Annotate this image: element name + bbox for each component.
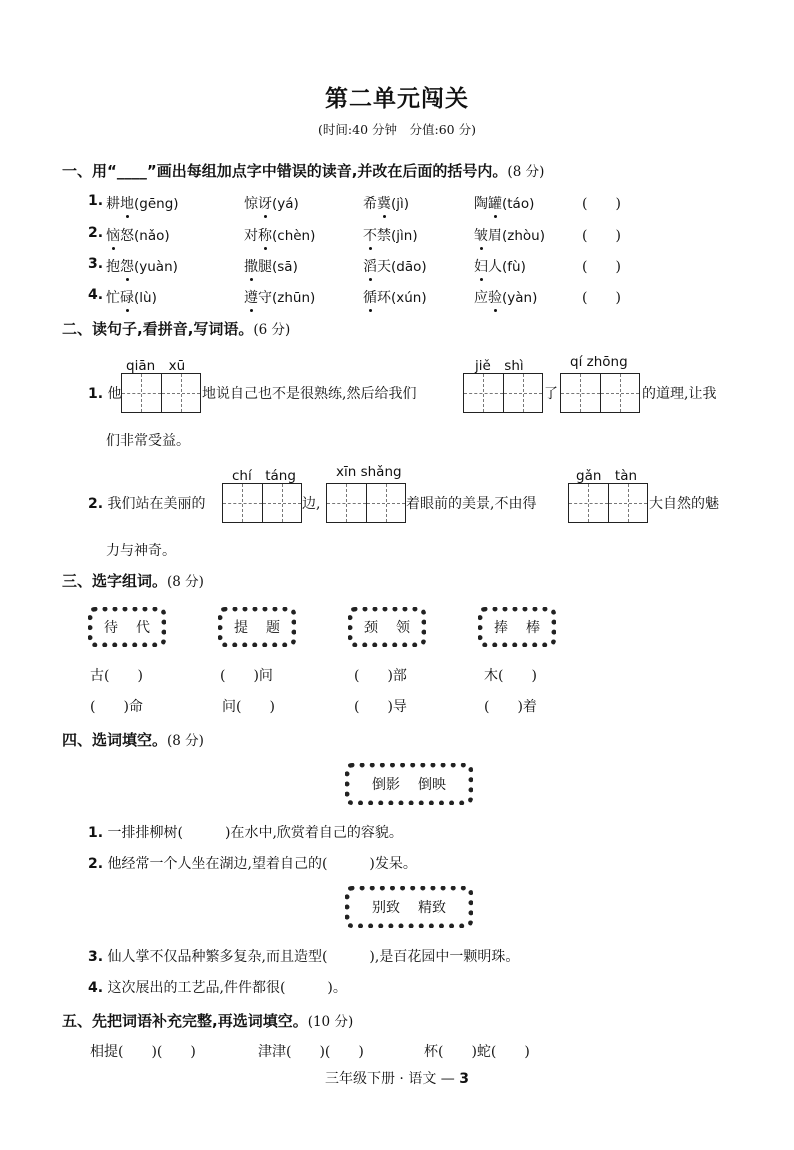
- section-2-points: (6 分): [253, 322, 291, 338]
- q2-1-text-3: 了: [544, 386, 558, 402]
- pinyin-gantan: gǎn tàn: [576, 468, 638, 484]
- q2-2-text-2: 边,: [302, 496, 321, 512]
- answer-parentheses[interactable]: ( ): [582, 290, 621, 306]
- answer-parentheses[interactable]: ( ): [582, 259, 621, 275]
- section-3-heading: [62, 570, 204, 591]
- pinyin-reading: (jì): [391, 196, 410, 212]
- answer-parentheses[interactable]: ( ): [582, 228, 621, 244]
- q2-2-text-1: 我们站在美丽的: [107, 496, 206, 512]
- word-blank[interactable]: ( )问: [220, 668, 273, 684]
- exam-info: (时间:40 分钟 分值:60 分): [318, 122, 476, 137]
- q2-1-text-1: 他: [107, 386, 122, 402]
- dotted-character: 遵: [244, 290, 258, 306]
- dotted-character: 不: [363, 228, 377, 244]
- word-with-pinyin: [106, 225, 170, 245]
- char-option: 领: [396, 620, 410, 636]
- word-blank[interactable]: ( )部: [354, 668, 407, 684]
- section-1-points: (8 分): [507, 164, 545, 180]
- dotted-character: 冀: [377, 196, 391, 212]
- word-option: 倒影: [372, 777, 400, 793]
- row-number: 3.: [88, 256, 104, 272]
- section-4-points: (8 分): [167, 733, 204, 749]
- character: 忙: [106, 290, 120, 306]
- section-3-points: (8 分): [167, 574, 204, 590]
- q2-1-text-5: 们非常受益。: [106, 433, 190, 449]
- idiom-blank-3[interactable]: 杯( )蛇( ): [424, 1044, 530, 1060]
- item-number: 1.: [88, 825, 104, 841]
- char-option: 颈: [364, 620, 378, 636]
- q2-1-start: [88, 383, 122, 403]
- pinyin-reading: (yá): [272, 196, 299, 212]
- word-with-pinyin: [106, 256, 178, 276]
- page-title: 第二单元闯关: [325, 86, 469, 112]
- character: 怒: [120, 228, 134, 244]
- dotted-character: 罐: [488, 196, 502, 212]
- row-number: 2.: [88, 225, 104, 241]
- word-with-pinyin: [244, 287, 315, 307]
- word-with-pinyin: [474, 287, 537, 307]
- item-text: 一排排柳树( )在水中,欣赏着自己的容貌。: [107, 825, 403, 841]
- word-with-pinyin: [363, 193, 409, 213]
- section-5-title: 五、先把词语补充完整,再选词填空。: [62, 1012, 308, 1030]
- item-number: 4.: [88, 980, 104, 996]
- section-3-title: 三、选字组词。: [62, 572, 168, 590]
- word-with-pinyin: [363, 256, 427, 276]
- page-footer: [0, 1068, 794, 1088]
- dotted-character: 循: [363, 290, 377, 306]
- idiom-blank-1[interactable]: 相提( )( ): [90, 1044, 196, 1060]
- character: 惊: [244, 196, 258, 212]
- word-box-2: [345, 886, 473, 928]
- pinyin-reading: (jìn): [391, 228, 418, 244]
- pinyin-qianxu: qiān xū: [126, 358, 186, 374]
- word-with-pinyin: [244, 256, 298, 276]
- character: 眉: [488, 228, 502, 244]
- row-number: 4.: [88, 287, 104, 303]
- item-text: 仙人掌不仅品种繁多复杂,而且造型( ),是百花园中一颗明珠。: [107, 949, 520, 965]
- q2-2-text-5: 力与神奇。: [106, 543, 176, 559]
- section-1-heading: [62, 160, 544, 181]
- item-text: 他经常一个人坐在湖边,望着自己的( )发呆。: [107, 856, 417, 872]
- word-box-1: [345, 763, 473, 805]
- pinyin-reading: (zhūn): [272, 290, 316, 306]
- character: 禁: [377, 228, 391, 244]
- pinyin-reading: (fù): [502, 259, 526, 275]
- pinyin-reading: (táo): [502, 196, 535, 212]
- word-blank[interactable]: 古( ): [90, 668, 143, 684]
- dotted-character: 称: [258, 228, 272, 244]
- pinyin-reading: (yuàn): [134, 259, 178, 275]
- character: 应: [474, 290, 488, 306]
- word-with-pinyin: [363, 287, 427, 307]
- dotted-character: 碌: [120, 290, 134, 306]
- character: 抱: [106, 259, 120, 275]
- word-with-pinyin: [244, 225, 315, 245]
- writing-grid-xinshang[interactable]: [326, 483, 406, 523]
- q4-item-4: [88, 977, 347, 997]
- pinyin-reading: (gēng): [134, 196, 179, 212]
- q2-1-number: 1.: [88, 386, 104, 402]
- section-1-title: 一、用“____”画出每组加点字中错误的读音,并改在后面的括号内。: [62, 162, 508, 180]
- word-option: 倒映: [418, 777, 446, 793]
- writing-grid-chitang[interactable]: [222, 483, 302, 523]
- character: 陶: [474, 196, 488, 212]
- q2-2-text-4: 大自然的魅: [649, 496, 719, 512]
- section-4-heading: [62, 729, 204, 750]
- char-option: 题: [266, 620, 280, 636]
- dotted-character: 讶: [258, 196, 272, 212]
- q2-2-number: 2.: [88, 496, 104, 512]
- footer-text: 三年级下册 · 语文 —: [324, 1071, 460, 1087]
- q4-item-3: [88, 946, 519, 966]
- pinyin-jieshi: jiě shì: [475, 358, 524, 374]
- q2-2-text-3: 着眼前的美景,不由得: [406, 496, 537, 512]
- word-option: 精致: [418, 900, 446, 916]
- writing-grid-qizhong[interactable]: [560, 373, 640, 413]
- item-text: 这次展出的工艺品,件件都很( )。: [107, 980, 347, 996]
- section-2-title: 二、读句子,看拼音,写词语。: [62, 320, 254, 338]
- pinyin-reading: (nǎo): [134, 228, 170, 244]
- word-with-pinyin: [106, 193, 179, 213]
- pinyin-reading: (sā): [272, 259, 298, 275]
- pinyin-qizhong: qí zhōng: [570, 354, 628, 370]
- word-blank[interactable]: 木( ): [484, 668, 537, 684]
- char-box-3: [348, 607, 426, 647]
- q4-item-2: [88, 853, 417, 873]
- q2-1-text-2: 地说自己也不是很熟练,然后给我们: [202, 386, 417, 402]
- character: 人: [488, 259, 502, 275]
- char-option: 待: [104, 620, 118, 636]
- word-blank[interactable]: ( )命: [90, 699, 143, 715]
- item-number: 2.: [88, 856, 104, 872]
- word-with-pinyin: [474, 256, 526, 276]
- q2-2-start: [88, 493, 206, 513]
- word-with-pinyin: [474, 193, 534, 213]
- pinyin-reading: (xún): [391, 290, 427, 306]
- character: 对: [244, 228, 258, 244]
- char-option: 提: [234, 620, 248, 636]
- dotted-character: 恼: [106, 228, 120, 244]
- dotted-character: 地: [120, 196, 134, 212]
- word-with-pinyin: [106, 287, 157, 307]
- pinyin-reading: (yàn): [502, 290, 538, 306]
- character: 天: [377, 259, 391, 275]
- item-number: 3.: [88, 949, 104, 965]
- writing-grid-qianxu[interactable]: [121, 373, 201, 413]
- row-number: 1.: [88, 193, 104, 209]
- pinyin-reading: (lù): [134, 290, 157, 306]
- char-box-1: [88, 607, 166, 647]
- q2-1-text-4: 的道理,让我: [642, 386, 717, 402]
- pinyin-chitang: chí táng: [232, 468, 296, 484]
- dotted-character: 滔: [363, 259, 377, 275]
- char-box-4: [478, 607, 556, 647]
- char-option: 棒: [526, 620, 540, 636]
- section-5-heading: [62, 1010, 353, 1031]
- character: 腿: [258, 259, 272, 275]
- character: 守: [258, 290, 272, 306]
- dotted-character: 怨: [120, 259, 134, 275]
- section-4-title: 四、选词填空。: [62, 731, 168, 749]
- char-option: 代: [136, 620, 150, 636]
- writing-grid-jieshi[interactable]: [463, 373, 543, 413]
- character: 环: [377, 290, 391, 306]
- section-5-points: (10 分): [307, 1014, 354, 1030]
- character: 希: [363, 196, 377, 212]
- pinyin-reading: (dāo): [391, 259, 427, 275]
- char-box-2: [218, 607, 296, 647]
- dotted-character: 皱: [474, 228, 488, 244]
- writing-grid-gantan[interactable]: [568, 483, 648, 523]
- word-with-pinyin: [474, 225, 545, 245]
- q4-item-1: [88, 822, 403, 842]
- word-blank[interactable]: ( )导: [354, 699, 407, 715]
- section-2-heading: [62, 318, 290, 339]
- dotted-character: 撒: [244, 259, 258, 275]
- pinyin-xinshang: xīn shǎng: [336, 464, 402, 480]
- word-with-pinyin: [244, 193, 299, 213]
- pinyin-reading: (zhòu): [502, 228, 545, 244]
- word-with-pinyin: [363, 225, 418, 245]
- page-number: 3: [459, 1071, 469, 1087]
- dotted-character: 妇: [474, 259, 488, 275]
- pinyin-reading: (chèn): [272, 228, 316, 244]
- idiom-blank-2[interactable]: 津津( )( ): [258, 1044, 364, 1060]
- word-blank[interactable]: 问( ): [222, 699, 275, 715]
- character: 耕: [106, 196, 120, 212]
- dotted-character: 验: [488, 290, 502, 306]
- word-option: 别致: [372, 900, 400, 916]
- word-blank[interactable]: ( )着: [484, 699, 537, 715]
- answer-parentheses[interactable]: ( ): [582, 196, 621, 212]
- char-option: 捧: [494, 620, 508, 636]
